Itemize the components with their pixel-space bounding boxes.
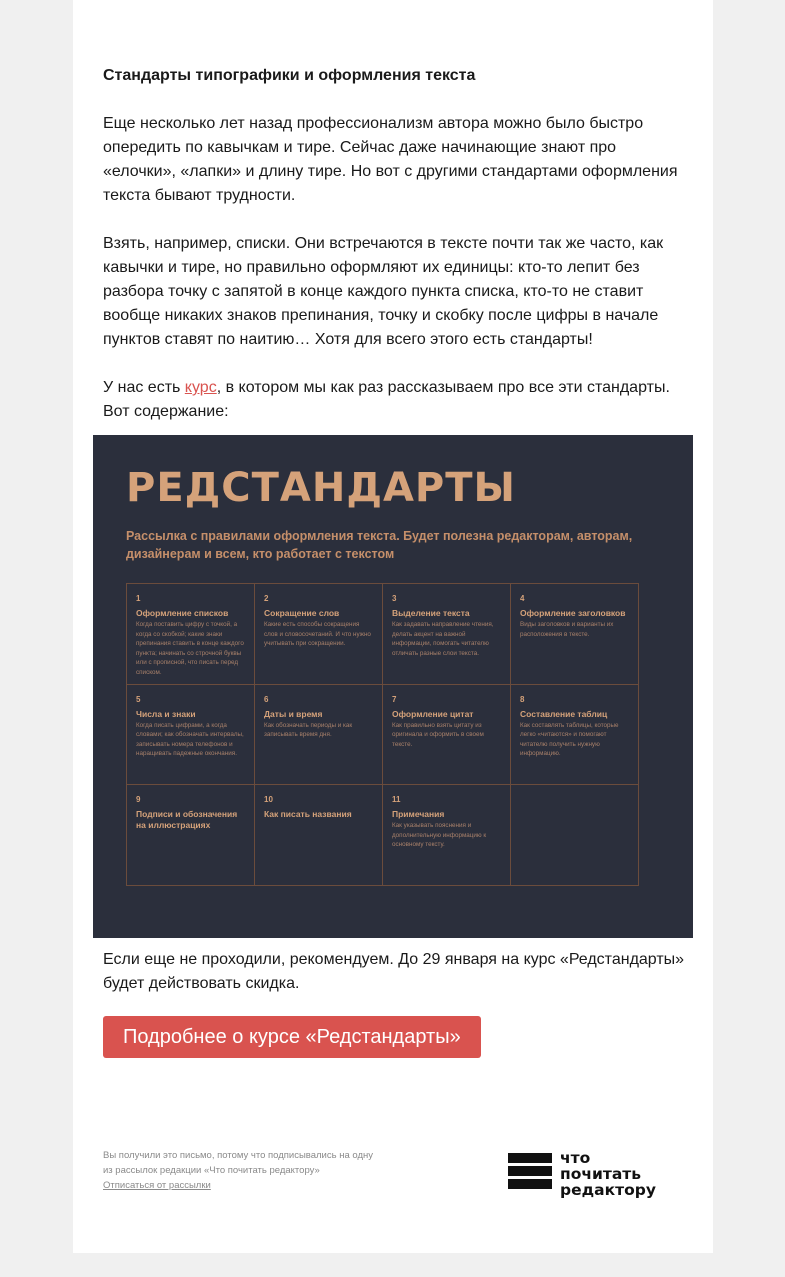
email-sheet — [73, 0, 713, 1253]
course-banner — [93, 435, 693, 938]
logo-bars-icon — [508, 1153, 552, 1192]
logo-text — [560, 1150, 656, 1198]
lesson-title: Числа и знаки — [136, 708, 196, 719]
lesson-title: Даты и время — [264, 708, 323, 719]
lesson-cell — [383, 685, 511, 786]
paragraph-lists: Взять, например, списки. Они встречаются в тексте почти так же часто, как кавычки и тире, но правильно оформляют их единицы: кто-то лепит без разбора точку с запятой в конце каждого пункта списка, кто-то не ставит вообще никаких знаков препинания, точку и скобку после цифры в начале пунктов ставят по наитию… Хотя для всего этого есть стандарты! — [103, 235, 664, 348]
lesson-cell — [511, 785, 639, 886]
lesson-description: Как составлять таблицы, которые легко «читаются» и помогают читателю получить нужную информацию. — [520, 721, 619, 758]
banner-subtitle: Рассылка с правилами оформления текста. Будет полезна редакторам, авторам, дизайнерам и всем, кто работает с текстом — [126, 529, 633, 561]
lesson-cell — [511, 685, 639, 786]
lesson-title: Оформление цитат — [392, 708, 474, 719]
lesson-cell — [255, 685, 383, 786]
lesson-cell — [127, 785, 255, 886]
email-heading: Стандарты типографики и оформления текста — [103, 67, 476, 84]
footer-notice-text: Вы получили это письмо, потому что подписывались на одну из рассылок редакции «Что почитать редактору» — [103, 1150, 373, 1176]
lesson-description: Как задавать направление чтения, делать акцент на важной информации, помогать читателю отличать разные слои текста. — [392, 621, 494, 657]
lesson-description: Какие есть способы сокращения слов и словосочетаний. И что нужно учитывать при сокращении. — [264, 621, 371, 647]
lesson-cell — [127, 685, 255, 786]
footer-notice — [103, 1148, 383, 1193]
lesson-number: 4 — [520, 594, 525, 603]
discount-paragraph: Если еще не проходили, рекомендуем. До 29 января на курс «Редстандарты» будет действовать скидка. — [103, 951, 685, 992]
lesson-cell — [383, 584, 511, 685]
lesson-cell — [127, 584, 255, 685]
lesson-title: Сокращение слов — [264, 608, 340, 618]
course-link[interactable]: курс — [184, 379, 217, 396]
logo-line-1: что — [560, 1149, 591, 1167]
lesson-number: 2 — [264, 594, 269, 603]
paragraph-course-end: , в котором мы как раз рассказываем про все эти стандарты. Вот содержание: — [103, 379, 670, 420]
lesson-title: Выделение текста — [392, 608, 470, 618]
logo-line-2: почитать — [560, 1165, 642, 1183]
lesson-title: Составление таблиц — [520, 708, 608, 719]
lesson-description: Когда поставить цифру с точкой, а когда со скобкой; какие знаки препинания ставить в конце каждого пункта; начинать со строчной буквы или с прописной, что писать перед списком. — [136, 621, 244, 676]
paragraph-course-start: У нас есть — [103, 379, 185, 396]
lesson-cell — [383, 785, 511, 886]
lesson-cell — [255, 785, 383, 886]
lessons-grid — [126, 583, 639, 886]
lesson-number: 1 — [136, 594, 141, 603]
email-body — [103, 64, 687, 448]
lesson-title: Примечания — [392, 809, 445, 820]
course-details-button[interactable]: Подробнее о курсе «Редстандарты» — [103, 1016, 481, 1058]
banner-title: РЕДСТАНДАРТЫ — [126, 465, 516, 511]
lesson-number: 9 — [136, 795, 141, 805]
lesson-cell — [511, 584, 639, 685]
lesson-description: Как правильно взять цитату из оригинала и оформить в своем тексте. — [392, 721, 484, 748]
lesson-description: Как указывать пояснения и дополнительную информацию к основному тексту. — [392, 822, 487, 849]
lesson-description: Когда писать цифрами, а когда словами; как обозначать интервалы, записывать номера телефонов и наращивать падежные окончания. — [136, 721, 244, 758]
lesson-description: Виды заголовков и варианты их расположения в тексте. — [520, 621, 614, 638]
lesson-title: Подписи и обозначения на иллюстрациях — [136, 809, 238, 831]
lesson-number: 10 — [264, 795, 273, 805]
paragraph-intro: Еще несколько лет назад профессионализм автора можно было быстро опередить по кавычкам и тире. Сейчас даже начинающие знают про «елочки», «лапки» и длину тире. Но вот с другими стандартами оформления текста бывают трудности. — [103, 115, 678, 204]
lesson-cell — [255, 584, 383, 685]
lesson-title: Оформление заголовков — [520, 608, 626, 618]
lesson-number: 8 — [520, 694, 525, 704]
lesson-number: 5 — [136, 694, 141, 704]
lesson-number: 6 — [264, 694, 269, 704]
unsubscribe-link[interactable]: Отписаться от рассылки — [103, 1180, 211, 1191]
lesson-title: Как писать названия — [264, 809, 352, 820]
lesson-number: 3 — [392, 594, 397, 603]
lesson-number: 7 — [392, 694, 397, 704]
lesson-description: Как обозначать периоды и как записывать время дня. — [264, 721, 353, 739]
paragraph-course — [103, 376, 687, 424]
lesson-number: 11 — [392, 795, 401, 805]
lesson-title: Оформление списков — [136, 608, 229, 618]
brand-logo — [508, 1150, 693, 1204]
logo-line-3: редактору — [560, 1181, 656, 1199]
